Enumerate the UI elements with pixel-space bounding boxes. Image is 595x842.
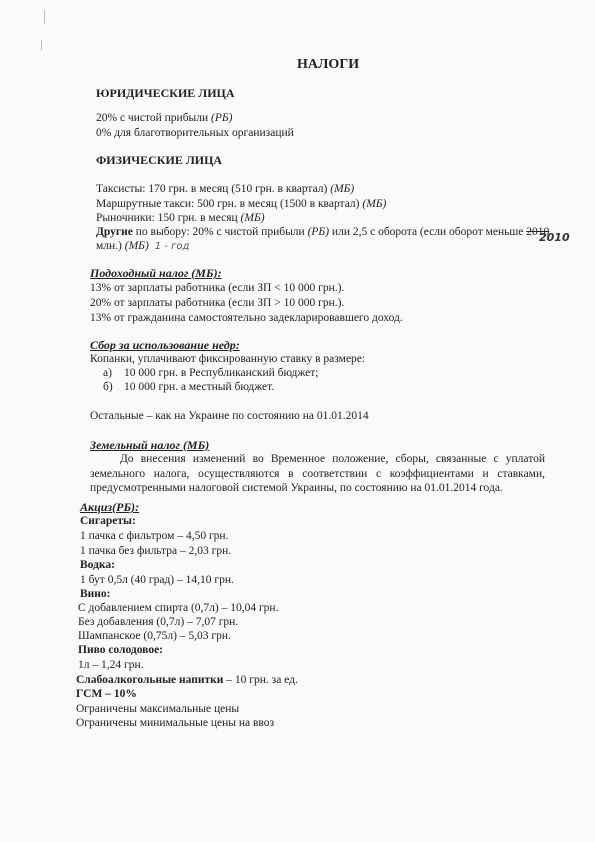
income-tax-line-1: 13% от зарплаты работника (если ЗП < 10 000 грн.). (90, 282, 345, 294)
struck-figure: 2010 (526, 226, 550, 238)
wine-heading: Вино: (80, 588, 111, 600)
other-cont-text: млн.) (96, 240, 125, 252)
income-tax-heading (90, 266, 222, 280)
subsoil-fee-heading: Сбор за использование недр: (90, 338, 240, 352)
page-title: НАЛОГИ (297, 57, 360, 72)
list-marker: б) (103, 381, 113, 393)
budget-note: (РБ): (112, 500, 140, 514)
land-tax-heading-text: Земельный налог (90, 438, 183, 452)
cigarettes-line-1: 1 пачка с фильтром – 4,50 грн. (80, 530, 229, 542)
beer-line-1: 1л – 1,24 грн. (78, 659, 144, 671)
budget-note: (МБ) (182, 438, 210, 452)
subsoil-rest: Остальные – как на Украине по состоянию на 01.01.2014 (90, 410, 369, 422)
income-tax-line-2: 20% от зарплаты работника (если ЗП > 10 000 грн.). (90, 297, 345, 309)
excise-heading-text: Акциз (80, 500, 113, 514)
low-alcohol-line (76, 673, 298, 687)
budget-note: (РБ) (211, 112, 233, 124)
budget-note: (МБ) (330, 183, 355, 195)
route-taxi-text: Маршрутные такси: 500 грн. в месяц (1500 в квартал) (96, 198, 363, 210)
legal-line-profit (96, 111, 233, 125)
market-text: Рыночники: 150 грн. в месяц (96, 212, 241, 224)
land-tax-paragraph: До внесения изменений во Временное положение, сборы, связанные с уплатой земельного налога, осуществляются в соответствии с коэффициентами и ставками, предусмотренными налоговой системой Украины, по состоянию на 01.01.2014 года. (90, 453, 545, 494)
handwritten-correction: 2010 (539, 231, 570, 244)
legal-line-charity: 0% для благотворительных организаций (96, 127, 294, 139)
scan-mark (44, 10, 45, 24)
subsoil-item-a: 10 000 грн. в Республиканский бюджет; (124, 367, 319, 379)
individuals-line-other (96, 225, 549, 239)
budget-note: (МБ) (124, 240, 149, 252)
other-text-turnover: или 2,5 с оборота (если оборот меньше (329, 226, 527, 238)
cigarettes-heading: Сигареты: (80, 515, 136, 527)
fuel-line: ГСМ – 10% (76, 688, 137, 700)
max-price-line: Ограничены максимальные цены (76, 703, 240, 715)
legal-line-profit-text: 20% с чистой прибыли (96, 112, 212, 124)
land-tax-heading (90, 438, 209, 452)
other-text: по выбору: 20% с чистой прибыли (132, 226, 308, 238)
individuals-line-other-cont (96, 239, 189, 254)
individuals-line-taxi (96, 182, 354, 196)
subsoil-item-b: 10 000 грн. а местный бюджет. (124, 381, 275, 393)
wine-line-2: Без добавления (0,7л) – 7,07 грн. (78, 616, 239, 628)
taxi-text: Таксисты: 170 грн. в месяц (510 грн. в квартал) (96, 183, 331, 195)
individuals-line-market (96, 211, 265, 225)
budget-note: (РБ) (307, 226, 330, 238)
handwritten-note: 1 - год (154, 241, 190, 252)
budget-note: (МБ): (191, 266, 222, 280)
individuals-heading: ФИЗИЧЕСКИЕ ЛИЦА (96, 153, 223, 167)
legal-entities-heading: ЮРИДИЧЕСКИЕ ЛИЦА (96, 86, 235, 100)
wine-line-3: Шампанское (0,75л) – 5,03 грн. (78, 630, 231, 642)
income-tax-line-3: 13% от гражданина самостоятельно задекларировавшего доход. (90, 312, 403, 324)
list-marker: а) (103, 367, 112, 379)
vodka-heading: Водка: (80, 559, 115, 571)
low-alcohol-text: – 10 грн. за ед. (223, 674, 298, 686)
wine-line-1: С добавлением спирта (0,7л) – 10,04 грн. (78, 602, 279, 614)
individuals-line-route-taxi (96, 197, 386, 211)
subsoil-intro: Копанки, уплачивают фиксированную ставку в размере: (90, 353, 366, 365)
budget-note: (МБ) (362, 198, 387, 210)
cigarettes-line-2: 1 пачка без фильтра – 2,03 грн. (80, 545, 232, 557)
vodka-line-1: 1 бут 0,5л (40 град) – 14,10 грн. (80, 574, 234, 586)
beer-heading: Пиво солодовое: (78, 644, 163, 656)
other-label: Другие (96, 226, 133, 238)
budget-note: (МБ) (240, 212, 265, 224)
income-tax-heading-text: Подоходный налог (90, 266, 192, 280)
excise-heading (80, 500, 139, 514)
min-import-price-line: Ограничены минимальные цены на ввоз (76, 717, 275, 729)
low-alcohol-label: Слабоалкогольные напитки (76, 674, 224, 686)
scan-mark (41, 40, 42, 50)
